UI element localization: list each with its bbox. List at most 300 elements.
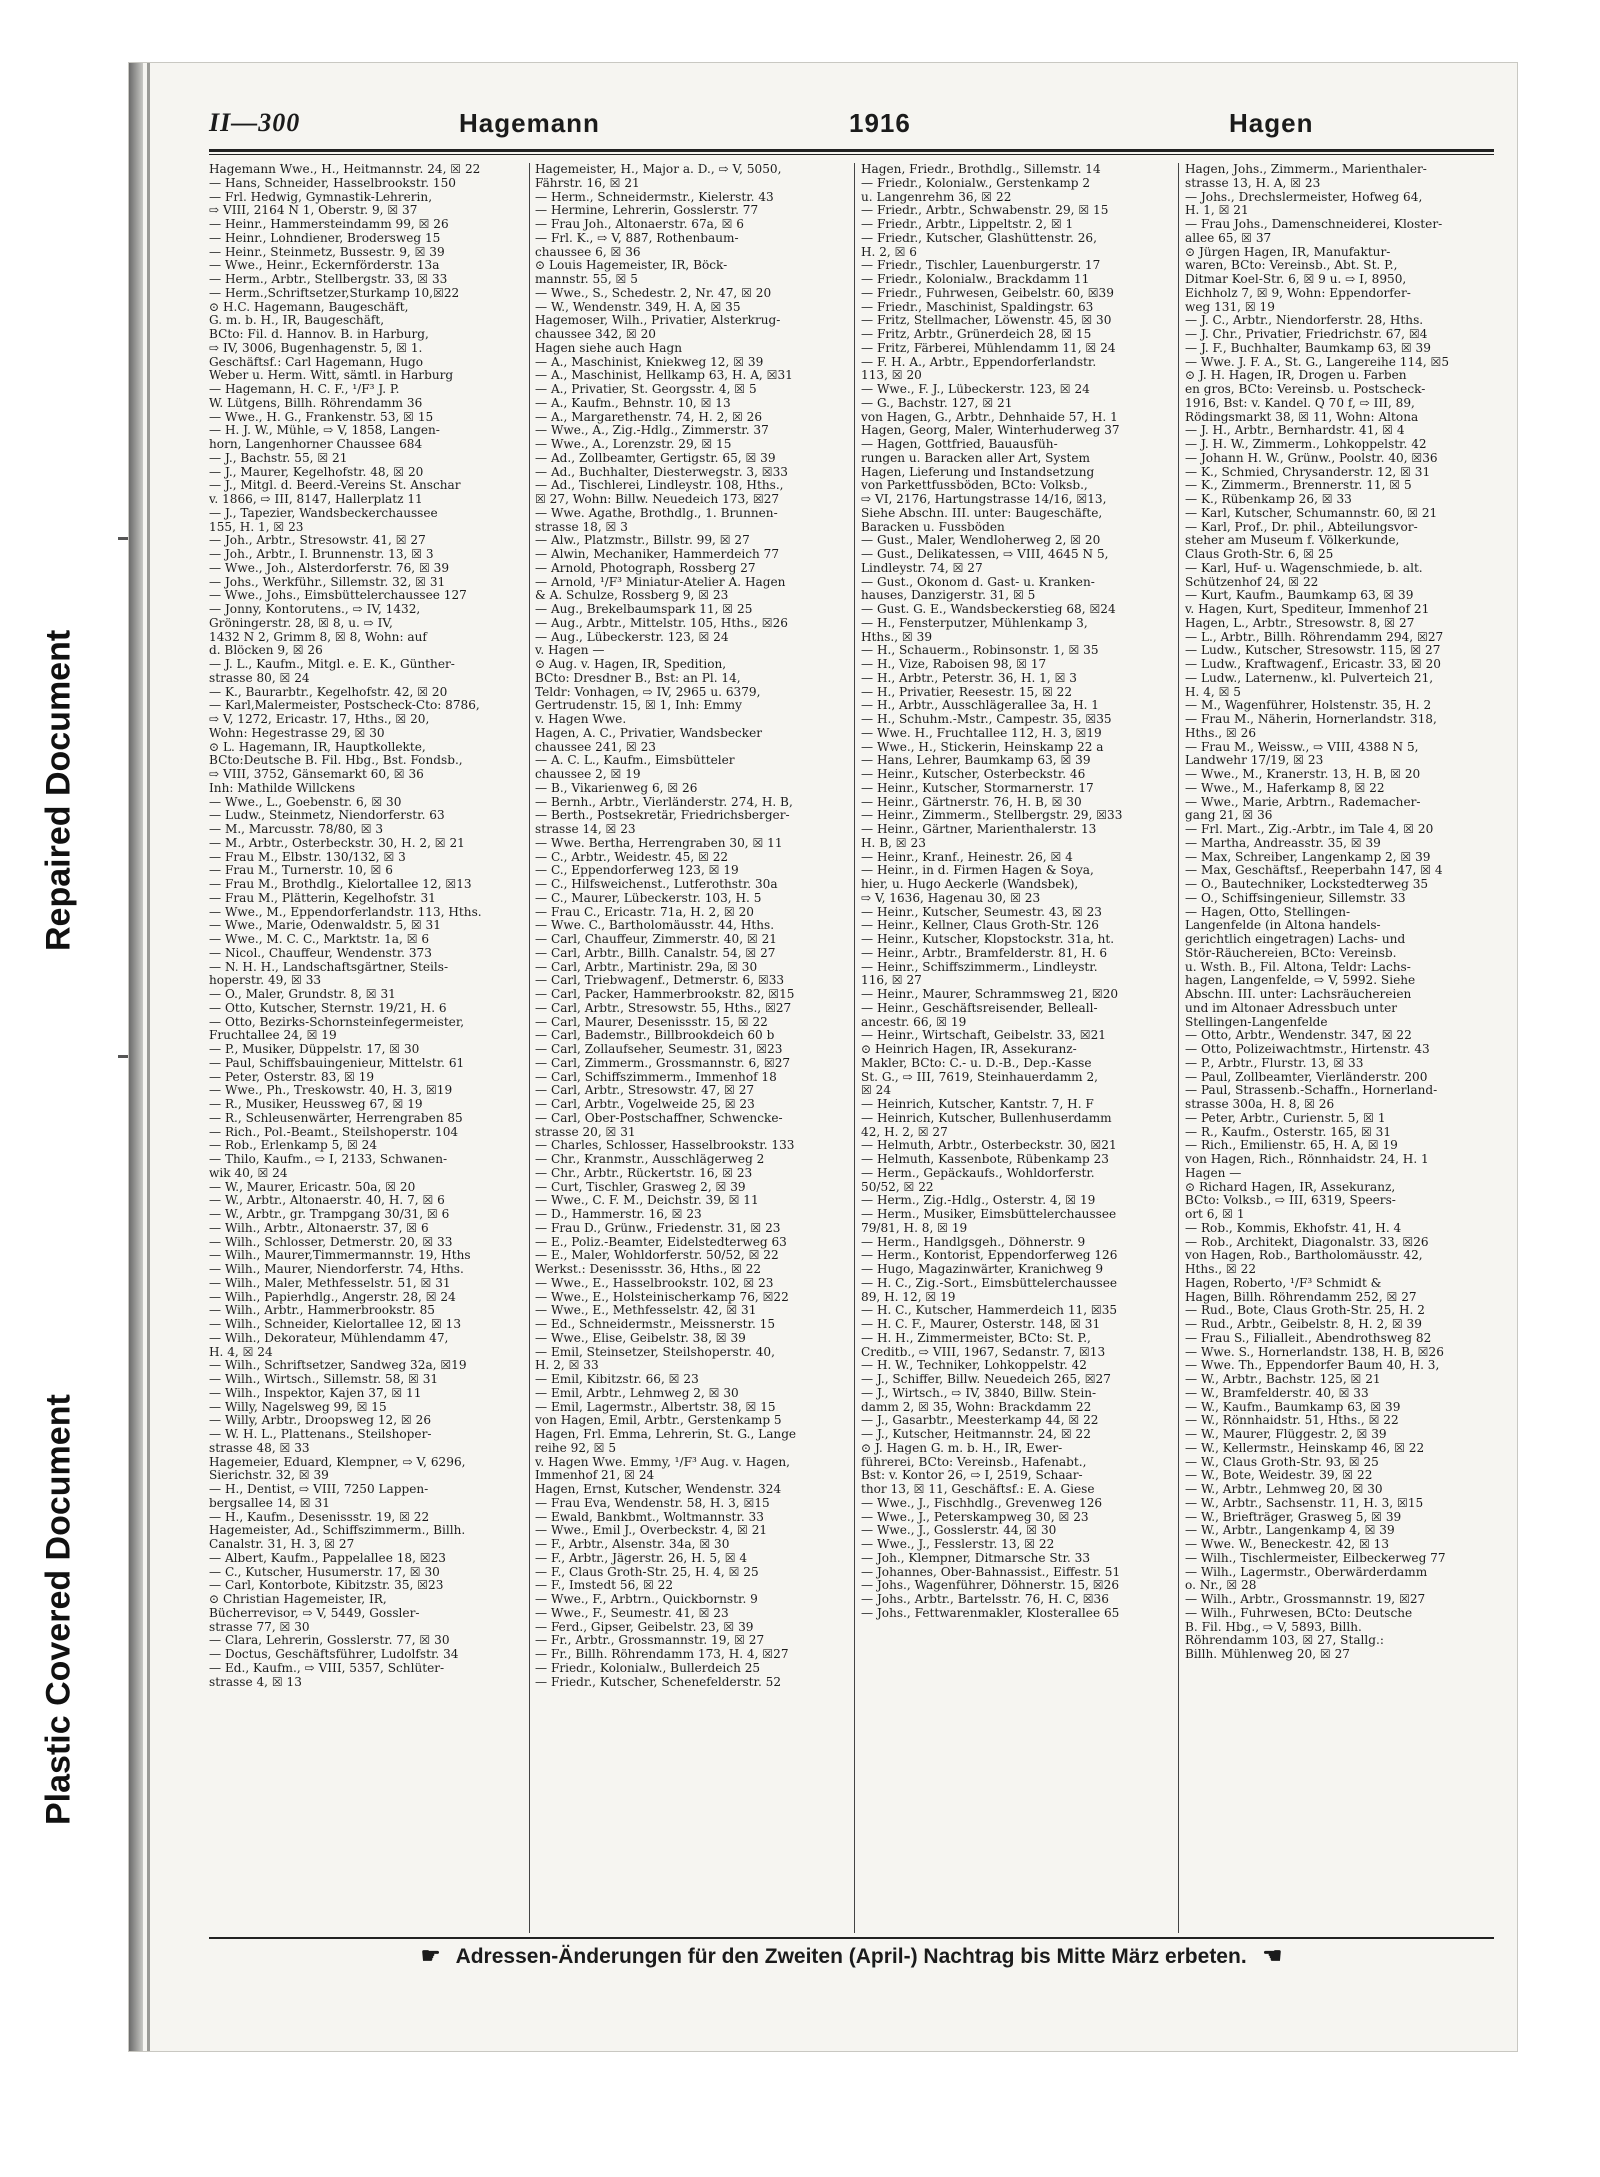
directory-entry-line: — Heinr., Arbtr., Bramfelderstr. 81, H. 6 <box>861 946 1108 960</box>
directory-entry-line: — Wwe., M., Haferkamp 8, ☒ 22 <box>1185 781 1385 795</box>
directory-entry-line: — J., Kutscher, Heitmannstr. 24, ☒ 22 <box>861 1428 1091 1441</box>
directory-entry-line: thor 13, ☒ 11, Geschäftsf.: E. A. Giese <box>861 1483 1095 1496</box>
directory-entry-line: — K., Baurarbtr., Kegelhofstr. 42, ☒ 20 <box>209 685 448 699</box>
directory-entry-line: — Heinr., Lohndiener, Brodersweg 15 <box>209 231 441 245</box>
directory-entry-line: horn, Langenhorner Chaussee 684 <box>209 438 423 451</box>
directory-entry-line: — M., Wagenführer, Holstenstr. 35, H. 2 <box>1185 699 1432 713</box>
directory-entry-line: — Curt, Tischler, Grasweg 2, ☒ 39 <box>535 1180 746 1194</box>
directory-entry-line: — Friedr., Kolonialw., Brackdamm 11 <box>861 273 1090 286</box>
directory-entry-line: — C., Maurer, Lübeckerstr. 103, H. 5 <box>535 891 762 905</box>
directory-entry-line: — P., Musiker, Düppelstr. 17, ☒ 30 <box>209 1043 420 1056</box>
directory-entry-line: — F. H. A., Arbtr., Eppendorferlandstr. <box>861 355 1097 369</box>
directory-entry-line: — Heinrich, Kutscher, Bullenhuserdamm <box>861 1111 1112 1125</box>
directory-entry-line: — Johann H. W., Grünw., Poolstr. 40, ☒36 <box>1185 451 1438 465</box>
directory-entry-line: — B., Vikarienweg 6, ☒ 26 <box>535 781 698 795</box>
directory-entry-line: — J. F., Buchhalter, Baumkamp 63, ☒ 39 <box>1185 341 1431 355</box>
directory-entry-line: — Hugo, Magazinwärter, Kranichweg 9 <box>861 1263 1104 1276</box>
directory-entry-line: reihe 92, ☒ 5 <box>535 1441 617 1455</box>
directory-entry-line: Hagen, L., Arbtr., Stresowstr. 8, ☒ 27 <box>1185 616 1415 630</box>
directory-entry-line: — Wwe. Th., Eppendorfer Baum 40, H. 3, <box>1185 1359 1440 1373</box>
directory-entry-line: — Heinr., in d. Firmen Hagen & Soya, <box>861 864 1094 878</box>
directory-entry-line: — Willy, Nagelsweg 99, ☒ 15 <box>209 1400 387 1414</box>
directory-entry-line: Fährstr. 16, ☒ 21 <box>535 176 640 190</box>
directory-entry-line: Siehe Abschn. III. unter: Baugeschäfte, <box>861 506 1103 520</box>
column-divider <box>529 163 530 1933</box>
directory-entry-line: Hagemann Wwe., H., Heitmannstr. 24, ☒ 22 <box>209 163 481 176</box>
directory-entry-line: von Hagen, G., Arbtr., Dehnhaide 57, H. 1 <box>861 410 1118 424</box>
directory-entry-line: — J., Mitgl. d. Beerd.-Vereins St. Anschar <box>209 479 461 493</box>
directory-entry-line: u. Langenrehm 36, ☒ 22 <box>861 190 1012 204</box>
directory-entry-line: — Wilh., Maurer, Niendorferstr. 74, Hths. <box>209 1263 464 1276</box>
directory-entry-line: — Carl, Ober-Postschaffner, Schwencke- <box>535 1111 783 1125</box>
directory-entry-line: Immenhof 21, ☒ 24 <box>535 1469 655 1483</box>
directory-entry-line: — Frau M., Plätterin, Kegelhofstr. 31 <box>209 891 436 905</box>
directory-entry-line: — Johs., Arbtr., Bartelsstr. 76, H. C, ☒36 <box>861 1593 1109 1606</box>
directory-entry-line: — Arnold, Photograph, Rossberg 27 <box>535 561 756 575</box>
directory-entry-line: — Hermine, Lehrerin, Gosslerstr. 77 <box>535 204 759 218</box>
directory-entry-line: — Ad., Tischlerei, Lindleystr. 108, Hths., <box>535 479 784 493</box>
directory-entry-line: — W., Arbtr., Lehmweg 20, ☒ 30 <box>1185 1483 1383 1496</box>
directory-entry-line: — O., Maler, Grundstr. 8, ☒ 31 <box>209 988 396 1001</box>
directory-entry-line: steher am Museum f. Völkerkunde, <box>1185 534 1400 548</box>
directory-entry-line: Hagen, Billh. Röhrendamm 252, ☒ 27 <box>1185 1290 1417 1304</box>
directory-entry-line: Hagemeister, H., Major a. D., ⇨ V, 5050, <box>535 163 782 176</box>
directory-entry-line: Röhrendamm 103, ☒ 27, Stallg.: <box>1185 1634 1384 1648</box>
directory-entry-line: ⇨ IV, 3006, Bugenhagenstr. 5, ☒ 1. <box>209 341 423 355</box>
directory-entry-line: — W., Kellermstr., Heinskamp 46, ☒ 22 <box>1185 1441 1425 1455</box>
directory-entry-line: — R., Kaufm., Osterstr. 165, ☒ 31 <box>1185 1125 1392 1139</box>
pointing-hand-left-icon: ☚ <box>1262 1943 1283 1968</box>
directory-entry-line: — Wilh., Wirtsch., Sillemstr. 58, ☒ 31 <box>209 1373 439 1386</box>
directory-entry-line: 113, ☒ 20 <box>861 369 922 383</box>
directory-entry-line: ⊙ L. Hagemann, IR, Hauptkollekte, <box>209 740 426 754</box>
directory-entry-line: — H. H., Zimmermeister, BCto: St. P., <box>861 1331 1091 1345</box>
directory-entry-line: — Herm., Arbtr., Stellbergstr. 33, ☒ 33 <box>209 273 448 286</box>
directory-entry-line: strasse 300a, H. 8, ☒ 26 <box>1185 1098 1335 1111</box>
directory-entry-line: — Hans, Lehrer, Baumkamp 63, ☒ 39 <box>861 754 1091 768</box>
directory-entry-line: — W., Arbtr., Bachstr. 125, ☒ 21 <box>1185 1373 1381 1386</box>
directory-entry-line: — Karl,Malermeister, Postscheck-Cto: 8786, <box>209 699 480 713</box>
directory-entry-line: — Gust. G. E., Wandsbeckerstieg 68, ☒24 <box>861 603 1116 616</box>
directory-entry-line: BCto: Fil. d. Hannov. B. in Harburg, <box>209 328 429 341</box>
directory-entry-line: — Wwe., F. J., Lübeckerstr. 123, ☒ 24 <box>861 383 1090 396</box>
directory-entry-line: 1432 N 2, Grimm 8, ☒ 8, Wohn: auf <box>209 630 427 644</box>
directory-entry-line: — C., Kutscher, Husumerstr. 17, ☒ 30 <box>209 1565 440 1579</box>
plastic-covered-document-label: Plastic Covered Document <box>39 1394 78 1826</box>
directory-entry-line: W. Lütgens, Billh. Röhrendamm 36 <box>209 396 423 410</box>
directory-entry-line: — Carl, Triebwagenf., Detmerstr. 6, ☒33 <box>535 974 785 988</box>
directory-entry-line: en gros, BCto: Vereinsb. u. Postscheck- <box>1185 383 1426 396</box>
header-last-name: Hagen <box>1229 108 1314 138</box>
directory-entry-line: — K., Rübenkamp 26, ☒ 33 <box>1185 493 1352 506</box>
directory-entry-line: — Friedr., Fuhrwesen, Geibelstr. 60, ☒39 <box>861 286 1114 300</box>
directory-entry-line: — J., Tapezier, Wandsbeckerchaussee <box>209 506 438 520</box>
column-divider <box>854 163 855 1933</box>
directory-entry-line: — A., Margarethenstr. 74, H. 2, ☒ 26 <box>535 410 763 424</box>
directory-entry-line: — C., Arbtr., Weidestr. 45, ☒ 22 <box>535 850 729 864</box>
directory-entry-line: Hths., ☒ 39 <box>861 630 933 644</box>
directory-entry-line: — Wwe., E., Methfesselstr. 42, ☒ 31 <box>535 1304 757 1318</box>
directory-entry-line: Hagen, Johs., Zimmerm., Marienthaler- <box>1185 163 1427 176</box>
directory-entry-line: hier, u. Hugo Aeckerle (Wandsbek), <box>861 878 1079 891</box>
directory-entry-line: — Wilh., Tischlermeister, Eilbeckerweg 77 <box>1185 1551 1446 1565</box>
directory-entry-line: — F., Claus Groth-Str. 25, H. 4, ☒ 25 <box>535 1565 759 1579</box>
directory-entry-line: ☒ 24 <box>861 1084 892 1098</box>
directory-entry-line: Hagen — <box>1185 1166 1242 1180</box>
directory-entry-line: Bst: v. Kontor 26, ⇨ I, 2519, Schaar- <box>861 1469 1083 1483</box>
directory-entry-line: — Carl, Bademstr., Billbrookdeich 60 b <box>535 1029 775 1043</box>
directory-entry-line: — H., Arbtr., Ausschlägerallee 3a, H. 1 <box>861 699 1100 713</box>
directory-entry-line: — Helmuth, Kassenbote, Rübenkamp 23 <box>861 1153 1109 1166</box>
directory-entry-line: — Wilh., Schlosser, Detmerstr. 20, ☒ 33 <box>209 1235 453 1249</box>
directory-entry-line: — H., Arbtr., Peterstr. 36, H. 1, ☒ 3 <box>861 671 1077 685</box>
directory-entry-line: — W., Arbtr., Sachsenstr. 11, H. 3, ☒15 <box>1185 1496 1424 1510</box>
directory-entry-line: — E., Maler, Wohldorferstr. 50/52, ☒ 22 <box>535 1249 779 1263</box>
directory-entry-line: bergsallee 14, ☒ 31 <box>209 1496 330 1510</box>
directory-entry-line: u. Wsth. B., Fil. Altona, Teldr: Lachs- <box>1185 960 1411 974</box>
directory-entry-line: — Herm., Gepäckaufs., Wohldorferstr. <box>861 1166 1095 1180</box>
directory-entry-line: — A., Maschinist, Kniekweg 12, ☒ 39 <box>535 355 764 369</box>
directory-entry-line: — H. C., Kutscher, Hammerdeich 11, ☒35 <box>861 1304 1118 1318</box>
repaired-document-label: Repaired Document <box>39 629 78 951</box>
directory-entry-line: — Rob., Architekt, Diagonalstr. 33, ☒26 <box>1185 1235 1429 1249</box>
directory-entry-line: — Friedr., Kolonialw., Gerstenkamp 2 <box>861 176 1091 190</box>
directory-entry-line: — Thilo, Kaufm., ⇨ I, 2133, Schwanen- <box>209 1153 448 1166</box>
column-3 <box>861 163 1172 1933</box>
directory-entry-line: — Wwe., Heinr., Eckernförderstr. 13a <box>209 259 440 273</box>
directory-entry-line: — Herm.,Schriftsetzer,Sturkamp 10,☒22 <box>209 286 460 300</box>
directory-entry-line: — Carl, Arbtr., Stresowstr. 55, Hths., ☒27 <box>535 1001 792 1015</box>
directory-entry-line: — Otto, Bezirks-Schornsteinfegermeister, <box>209 1015 465 1029</box>
directory-entry-line: — Emil, Arbtr., Lehmweg 2, ☒ 30 <box>535 1386 739 1400</box>
directory-entry-line: 79/81, H. 8, ☒ 19 <box>861 1221 968 1235</box>
footer-notice: Adressen-Änderungen für den Zweiten (April-) Nachtrag bis Mitte März erbeten. <box>455 1945 1247 1968</box>
directory-entry-line: — Wwe. J. F. A., St. G., Langereihe 114, ☒5 <box>1185 355 1450 369</box>
directory-entry-line: — Wwe., J., Peterskampweg 30, ☒ 23 <box>861 1510 1089 1524</box>
directory-entry-line: — Aug., Brekelbaumspark 11, ☒ 25 <box>535 603 753 616</box>
directory-entry-line: — Ludw., Kraftwagenf., Ericastr. 33, ☒ 20 <box>1185 658 1441 671</box>
directory-entry-line: Hagen, Friedr., Brothdlg., Sillemstr. 14 <box>861 163 1101 176</box>
directory-entry-line: — Alw., Platzmstr., Billstr. 99, ☒ 27 <box>535 534 750 548</box>
directory-entry-line: Sierichstr. 32, ☒ 39 <box>209 1469 329 1483</box>
directory-entry-line: 116, ☒ 27 <box>861 974 922 988</box>
directory-entry-line: — Friedr., Tischler, Lauenburgerstr. 17 <box>861 259 1101 273</box>
column-4 <box>1185 163 1496 1933</box>
directory-entry-line: von Hagen, Emil, Arbtr., Gerstenkamp 5 <box>535 1414 782 1428</box>
directory-entry-line: — Herm., Schneidermstr., Kielerstr. 43 <box>535 190 774 204</box>
header-rule <box>209 149 1494 152</box>
directory-entry-line: — H., Schuhm.-Mstr., Campestr. 35, ☒35 <box>861 713 1112 726</box>
binding-gutter <box>129 63 143 2051</box>
directory-entry-line: — Friedr., Arbtr., Lippeltstr. 2, ☒ 1 <box>861 218 1074 231</box>
directory-entry-line: Hths., ☒ 22 <box>1185 1263 1257 1276</box>
directory-entry-line: B. Fil. Hbg., ⇨ V, 5893, Billh. <box>1185 1620 1362 1634</box>
directory-entry-line: H. 2, ☒ 6 <box>861 245 917 259</box>
directory-entry-line: — Hagemann, H. C. F., ¹/F³ J. P. <box>209 383 400 396</box>
directory-entry-line: & A. Schulze, Rossberg 9, ☒ 23 <box>535 589 729 603</box>
directory-entry-line: — H. W., Techniker, Lohkoppelstr. 42 <box>861 1359 1087 1373</box>
directory-entry-line: — H., Dentist, ⇨ VIII, 7250 Lappen- <box>209 1483 429 1496</box>
directory-entry-line: — W., Maurer, Flüggestr. 2, ☒ 39 <box>1185 1428 1387 1441</box>
directory-entry-line: ⊙ Aug. v. Hagen, IR, Spedition, <box>535 658 727 671</box>
directory-entry-line: Hagemeier, Eduard, Klempner, ⇨ V, 6296, <box>209 1455 466 1469</box>
directory-entry-line: Bücherrevisor, ⇨ V, 5449, Gossler- <box>209 1606 420 1620</box>
directory-entry-line: — Wwe. Agathe, Brothdlg., 1. Brunnen- <box>535 506 778 520</box>
directory-entry-line: — Friedr., Kolonialw., Bullerdeich 25 <box>535 1661 761 1675</box>
directory-entry-line: — Gust., Delikatessen, ⇨ VIII, 4645 N 5, <box>861 548 1109 561</box>
directory-entry-line: und im Altonaer Adressbuch unter <box>1185 1001 1398 1015</box>
directory-entry-line: — Ed., Kaufm., ⇨ VIII, 5357, Schlüter- <box>209 1661 445 1675</box>
directory-entry-line: ⊙ Jürgen Hagen, IR, Manufaktur- <box>1185 245 1391 259</box>
directory-entry-line: H. B, ☒ 23 <box>861 836 926 850</box>
directory-entry-line: — J., Bachstr. 55, ☒ 21 <box>209 451 348 465</box>
directory-entry-line: — Wwe., F., Seumestr. 41, ☒ 23 <box>535 1606 729 1620</box>
directory-entry-line: — J. H., Arbtr., Bernhardstr. 41, ☒ 4 <box>1185 424 1405 438</box>
directory-entry-line: — Wilh., Schneider, Kielortallee 12, ☒ 13 <box>209 1318 462 1331</box>
directory-entry-line: — Frau C., Ericastr. 71a, H. 2, ☒ 20 <box>535 905 754 919</box>
directory-entry-line: ⊙ Christian Hagemeister, IR, <box>209 1593 387 1606</box>
directory-entry-line: Weber u. Herm. Witt, sämtl. in Harburg <box>209 369 454 383</box>
directory-entry-line: — Frau M., Elbstr. 130/132, ☒ 3 <box>209 850 406 864</box>
directory-entry-line: — M., Arbtr., Osterbeckstr. 30, H. 2, ☒ 21 <box>209 836 465 850</box>
directory-entry-line: — Fr., Arbtr., Grossmannstr. 19, ☒ 27 <box>535 1634 765 1648</box>
directory-entry-line: — Heinr., Kutscher, Osterbeckstr. 46 <box>861 768 1086 781</box>
directory-entry-line: — Wwe., Joh., Alsterdorferstr. 76, ☒ 39 <box>209 561 450 575</box>
directory-entry-line: — Heinr., Kutscher, Seumestr. 43, ☒ 23 <box>861 905 1102 919</box>
directory-entry-line: o. Nr., ☒ 28 <box>1185 1579 1257 1593</box>
directory-entry-line: — J., Gasarbtr., Meesterkamp 44, ☒ 22 <box>861 1414 1099 1428</box>
directory-entry-line: — Frau S., Filialleit., Abendrothsweg 82 <box>1185 1331 1432 1345</box>
directory-entry-line: — Wilh., Dekorateur, Mühlendamm 47, <box>209 1331 449 1345</box>
directory-entry-line: von Parkettfussböden, BCto: Volksb., <box>861 479 1088 493</box>
directory-entry-line: — Otto, Kutscher, Sternstr. 19/21, H. 6 <box>209 1001 447 1015</box>
column-2 <box>535 163 846 1933</box>
directory-entry-line: 89, H. 12, ☒ 19 <box>861 1290 956 1304</box>
directory-entry-line: — Nicol., Chauffeur, Wendenstr. 373 <box>209 946 432 960</box>
directory-entry-line: — Wilh., Arbtr., Altonaerstr. 37, ☒ 6 <box>209 1221 429 1235</box>
directory-entry-line: — Herm., Kontorist, Eppendorferweg 126 <box>861 1249 1118 1263</box>
directory-entry-line: — Heinr., Hammersteindamm 99, ☒ 26 <box>209 218 449 231</box>
directory-entry-line: v. 1866, ⇨ III, 8147, Hallerplatz 11 <box>209 493 423 506</box>
directory-entry-line: — Alwin, Mechaniker, Hammerdeich 77 <box>535 548 780 561</box>
directory-entry-line: — Jonny, Kontorutens., ⇨ IV, 1432, <box>209 603 421 616</box>
directory-entry-line: — Wilh., Inspektor, Kajen 37, ☒ 11 <box>209 1386 422 1400</box>
directory-entry-line: Billh. Mühlenweg 20, ☒ 27 <box>1185 1648 1350 1661</box>
directory-entry-line: Stellingen-Langenfelde <box>1185 1015 1328 1029</box>
directory-entry-line: — Frau Johs., Damenschneiderei, Kloster- <box>1185 218 1443 231</box>
directory-entry-line: — Rud., Arbtr., Geibelstr. 8, H. 2, ☒ 39 <box>1185 1318 1422 1331</box>
column-divider <box>1178 163 1179 1933</box>
directory-entry-line: — H., Fensterputzer, Mühlenkamp 3, <box>861 616 1088 630</box>
directory-entry-line: — H. C. F., Maurer, Osterstr. 148, ☒ 31 <box>861 1318 1101 1331</box>
directory-entry-line: — Carl, Maurer, Desenissstr. 15, ☒ 22 <box>535 1015 768 1029</box>
directory-entry-line: 155, H. 1, ☒ 23 <box>209 520 304 534</box>
directory-entry-line: allee 65, ☒ 37 <box>1185 231 1272 245</box>
directory-entry-line: ⊙ J. Hagen G. m. b. H., IR, Ewer- <box>861 1441 1063 1455</box>
directory-entry-line: — Ad., Zollbeamter, Gertigstr. 65, ☒ 39 <box>535 451 776 465</box>
directory-entry-line: — Wilh., Arbtr., Hammerbrookstr. 85 <box>209 1304 435 1318</box>
directory-entry-line: — Karl, Huf- u. Wagenschmiede, b. alt. <box>1185 561 1423 575</box>
directory-entry-line: — Heinr., Wirtschaft, Geibelstr. 33, ☒21 <box>861 1029 1106 1043</box>
directory-entry-line: — Heinrich, Kutscher, Kantstr. 7, H. F <box>861 1098 1094 1111</box>
directory-entry-line: — Wilh., Papierhdlg., Angerstr. 28, ☒ 24 <box>209 1290 456 1304</box>
directory-entry-line: Teldr: Vonhagen, ⇨ IV, 2965 u. 6379, <box>535 685 761 699</box>
directory-entry-line: — M., Marcusstr. 78/80, ☒ 3 <box>209 823 384 836</box>
directory-entry-line: — Heinr., Gärtnerstr. 76, H. B, ☒ 30 <box>861 795 1082 809</box>
directory-entry-line: mannstr. 55, ☒ 5 <box>535 273 638 286</box>
directory-entry-line: chaussee 2, ☒ 19 <box>535 768 641 781</box>
directory-entry-line: — F., Arbtr., Alsenstr. 34a, ☒ 30 <box>535 1538 730 1551</box>
directory-entry-line: Hagen, Frl. Emma, Lehrerin, St. G., Lange <box>535 1428 797 1441</box>
directory-entry-line: v. Hagen Wwe. <box>535 713 627 726</box>
directory-entry-line: 42, H. 2, ☒ 27 <box>861 1125 948 1139</box>
header-rule-thin <box>209 154 1494 155</box>
directory-entry-line: — P., Arbtr., Flurstr. 13, ☒ 33 <box>1185 1056 1364 1070</box>
directory-entry-line: — H., Schauerm., Robinsonstr. 1, ☒ 35 <box>861 644 1099 658</box>
directory-entry-line: — Carl, Zollaufseher, Seumestr. 31, ☒23 <box>535 1043 783 1056</box>
directory-entry-line: Hagemeister, Ad., Schiffszimmerm., Billh. <box>209 1524 466 1538</box>
directory-entry-line: — J. C., Arbtr., Niendorferstr. 28, Hths. <box>1185 314 1424 328</box>
directory-entry-line: — Hagen, Otto, Stellingen- <box>1185 905 1351 919</box>
directory-entry-line: ⇨ VIII, 2164 N 1, Oberstr. 9, ☒ 37 <box>209 204 418 218</box>
directory-entry-line: — J. L., Kaufm., Mitgl. e. E. K., Günther- <box>209 658 455 671</box>
directory-entry-line: ⇨ V, 1636, Hagenau 30, ☒ 23 <box>861 891 1041 905</box>
directory-entry-line: — Fritz, Stellmacher, Löwenstr. 45, ☒ 30 <box>861 314 1112 328</box>
directory-entry-line: — Ludw., Steinmetz, Niendorferstr. 63 <box>209 809 445 823</box>
directory-entry-line: — Ludw., Kutscher, Stresowstr. 115, ☒ 27 <box>1185 644 1441 658</box>
entry-columns <box>209 163 1494 1933</box>
directory-entry-line: — Hans, Schneider, Hasselbrookstr. 150 <box>209 176 456 190</box>
directory-entry-line: — A., Kaufm., Behnstr. 10, ☒ 13 <box>535 396 731 410</box>
directory-entry-line: — W., Bramfelderstr. 40, ☒ 33 <box>1185 1386 1369 1400</box>
directory-entry-line: v. Hagen Wwe. Emmy, ¹/F³ Aug. v. Hagen, <box>535 1455 791 1469</box>
binding-edge <box>147 63 150 2051</box>
directory-entry-line: Fruchtallee 24, ☒ 19 <box>209 1029 337 1043</box>
header-year: 1916 <box>849 108 911 138</box>
directory-entry-line: rungen u. Baracken aller Art, System <box>861 451 1090 465</box>
directory-entry-line: Hths., ☒ 26 <box>1185 726 1257 740</box>
directory-entry-line: — Willy, Arbtr., Droopsweg 12, ☒ 26 <box>209 1414 432 1428</box>
directory-entry-line: — C., Hilfsweichenst., Lutferothstr. 30a <box>535 878 778 891</box>
directory-entry-line: — Karl, Kutscher, Schumannstr. 60, ☒ 21 <box>1185 506 1438 520</box>
directory-entry-line: ⇨ VI, 2176, Hartungstrasse 14/16, ☒13, <box>861 493 1107 506</box>
directory-entry-line: — Heinr., Kutscher, Stormarnerstr. 17 <box>861 781 1094 795</box>
directory-entry-line: hoperstr. 49, ☒ 33 <box>209 974 322 988</box>
directory-entry-line: — Emil, Steinsetzer, Steilshoperstr. 40, <box>535 1345 775 1359</box>
directory-entry-line: ⇨ V, 1272, Ericastr. 17, Hths., ☒ 20, <box>209 713 430 726</box>
directory-entry-line: — Doctus, Geschäftsführer, Ludolfstr. 34 <box>209 1648 459 1661</box>
directory-entry-line: strasse 80, ☒ 24 <box>209 671 310 685</box>
directory-entry-line: — Carl, Arbtr., Stresowstr. 47, ☒ 27 <box>535 1084 755 1098</box>
directory-entry-line: strasse 14, ☒ 23 <box>535 823 636 836</box>
directory-entry-line: Gertrudenstr. 15, ☒ 1, Inh: Emmy <box>535 699 742 713</box>
directory-entry-line: — Max, Geschäftsf., Reeperbahn 147, ☒ 4 <box>1185 864 1443 878</box>
directory-entry-line: — Hagen, Gottfried, Bauausfüh- <box>861 438 1058 451</box>
directory-entry-line: — Wilh., Lagermstr., Oberwärderdamm <box>1185 1565 1428 1579</box>
directory-entry-line: St. G., ⇨ III, 7619, Steinhauerdamm 2, <box>861 1070 1099 1084</box>
directory-entry-line: — Johs., Fettwarenmakler, Klosterallee 65 <box>861 1606 1120 1620</box>
directory-entry-line: — Karl, Prof., Dr. phil., Abteilungsvor- <box>1185 520 1418 534</box>
directory-entry-line: BCto: Dresdner B., Bst: an Pl. 14, <box>535 671 741 685</box>
directory-entry-line: — Peter, Arbtr., Curienstr. 5, ☒ 1 <box>1185 1111 1386 1125</box>
directory-entry-line: — W., Maurer, Ericastr. 50a, ☒ 20 <box>209 1180 416 1194</box>
directory-entry-line: — Heinr., Gärtner, Marienthalerstr. 13 <box>861 823 1097 836</box>
directory-entry-line: — Carl, Arbtr., Vogelweide 25, ☒ 23 <box>535 1098 755 1111</box>
directory-entry-line: — Heinr., Steinmetz, Bussestr. 9, ☒ 39 <box>209 245 445 259</box>
directory-entry-line: — Carl, Arbtr., Billh. Canalstr. 54, ☒ 27 <box>535 946 776 960</box>
directory-entry-line: — Wwe., A., Lorenzstr. 29, ☒ 15 <box>535 438 732 451</box>
directory-entry-line: — Frau D., Grünw., Friedenstr. 31, ☒ 23 <box>535 1221 781 1235</box>
directory-entry-line: — Wwe., Emil J., Overbeckstr. 4, ☒ 21 <box>535 1524 768 1538</box>
directory-entry-line: — Chr., Kranmstr., Ausschlägerweg 2 <box>535 1153 765 1166</box>
directory-entry-line: — Wwe., H. G., Frankenstr. 53, ☒ 15 <box>209 410 434 424</box>
directory-entry-line: strasse 77, ☒ 30 <box>209 1620 310 1634</box>
page-reference: II—300 <box>209 108 301 137</box>
pointing-hand-right-icon: ☛ <box>420 1943 441 1968</box>
directory-entry-line: — Frau Joh., Altonaerstr. 67a, ☒ 6 <box>535 218 744 231</box>
directory-entry-line: ☒ 27, Wohn: Billw. Neuedeich 173, ☒27 <box>535 493 780 506</box>
directory-entry-line: — Ewald, Bankbmt., Woltmannstr. 33 <box>535 1510 764 1524</box>
directory-entry-line: — Wwe., A., Zig.-Hdlg., Zimmerstr. 37 <box>535 424 769 438</box>
directory-entry-line: ⊙ Richard Hagen, IR, Assekuranz, <box>1185 1180 1396 1194</box>
directory-entry-line: — W., Bote, Weidestr. 39, ☒ 22 <box>1185 1469 1373 1483</box>
directory-entry-line: — Frl. Mart., Zig.-Arbtr., im Tale 4, ☒ 20 <box>1185 823 1434 836</box>
directory-entry-line: — H. J. W., Mühle, ⇨ V, 1858, Langen- <box>209 424 440 438</box>
directory-entry-line: — A., Maschinist, Hellkamp 63, H. A, ☒31 <box>535 369 793 383</box>
directory-entry-line: — Paul, Schiffsbauingenieur, Mittelstr. 61 <box>209 1056 465 1070</box>
directory-entry-line: — Rob., Erlenkamp 5, ☒ 24 <box>209 1139 378 1153</box>
directory-entry-line: — Otto, Polizeiwachtmstr., Hirtenstr. 43 <box>1185 1043 1430 1056</box>
directory-entry-line: H. 4, ☒ 5 <box>1185 685 1241 699</box>
directory-entry-line: — Arnold, ¹/F³ Miniatur-Atelier A. Hagen <box>535 575 786 589</box>
directory-entry-line: — Herm., Musiker, Eimsbüttelerchaussee <box>861 1208 1117 1221</box>
directory-entry-line: — Wilh., Fuhrwesen, BCto: Deutsche <box>1185 1606 1413 1620</box>
directory-entry-line: — H., Privatier, Reesestr. 15, ☒ 22 <box>861 685 1073 699</box>
directory-entry-line: — R., Schleusenwärter, Herrengraben 85 <box>209 1111 463 1125</box>
directory-entry-line: von Hagen, Rich., Rönnhaidstr. 24, H. 1 <box>1185 1153 1429 1166</box>
directory-entry-line: — J. Chr., Privatier, Friedrichstr. 67, ☒4 <box>1185 328 1428 341</box>
directory-entry-line: hagen, Langenfelde, ⇨ V, 5992. Siehe <box>1185 974 1416 988</box>
directory-entry-line: — Peter, Osterstr. 83, ☒ 19 <box>209 1070 375 1084</box>
directory-entry-line: — Friedr., Maschinist, Spaldingstr. 63 <box>861 300 1094 314</box>
directory-entry-line: — W., Arbtr., Langenkamp 4, ☒ 39 <box>1185 1524 1395 1538</box>
directory-entry-line: — Rich., Pol.-Beamt., Steilshoperstr. 104 <box>209 1125 459 1139</box>
directory-entry-line: — Friedr., Kutscher, Schenefelderstr. 52 <box>535 1675 782 1689</box>
directory-entry-line: ⊙ Louis Hagemeister, IR, Böck- <box>535 259 728 273</box>
directory-entry-line: ⊙ Heinrich Hagen, IR, Assekuranz- <box>861 1043 1077 1056</box>
directory-entry-line: — Johannes, Ober-Bahnassist., Eiffestr. 51 <box>861 1565 1121 1579</box>
page-footer <box>209 1943 1494 1983</box>
directory-entry-line: — H., Kaufm., Desenissstr. 19, ☒ 22 <box>209 1510 430 1524</box>
directory-entry-line: hauses, Danzigerstr. 31, ☒ 5 <box>861 589 1036 603</box>
directory-entry-line: — Berth., Postsekretär, Friedrichsberger- <box>535 809 790 823</box>
directory-entry-line: H. 2, ☒ 33 <box>535 1359 599 1373</box>
directory-entry-line: — O., Schiffsingenieur, Sillemstr. 33 <box>1185 891 1406 905</box>
directory-entry-line: ⊙ J. H. Hagen, IR, Drogen u. Farben <box>1185 369 1407 383</box>
directory-entry-line: — C., Eppendorferweg 123, ☒ 19 <box>535 864 739 878</box>
directory-entry-line: — Paul, Zollbeamter, Vierländerstr. 200 <box>1185 1070 1428 1084</box>
directory-entry-line: — Wwe., M., Kranerstr. 13, H. B, ☒ 20 <box>1185 768 1421 781</box>
directory-entry-line: — Carl, Chauffeur, Zimmerstr. 40, ☒ 21 <box>535 933 777 946</box>
directory-entry-line: — Wwe., J., Gosslerstr. 44, ☒ 30 <box>861 1524 1057 1538</box>
directory-entry-line: — Wilh., Maurer,Timmermannstr. 19, Hths <box>209 1249 471 1263</box>
directory-entry-line: — Johs., Werkführ., Sillemstr. 32, ☒ 31 <box>209 575 446 589</box>
directory-entry-line: — Carl, Kontorbote, Kibitzstr. 35, ☒23 <box>209 1579 444 1593</box>
directory-entry-line: — Wwe., C. F. M., Deichstr. 39, ☒ 11 <box>535 1194 759 1208</box>
directory-entry-line: Hagen, A. C., Privatier, Wandsbecker <box>535 726 763 740</box>
directory-entry-line: — W., Claus Groth-Str. 93, ☒ 25 <box>1185 1455 1379 1469</box>
directory-entry-line: — Wwe., S., Schedestr. 2, Nr. 47, ☒ 20 <box>535 286 772 300</box>
